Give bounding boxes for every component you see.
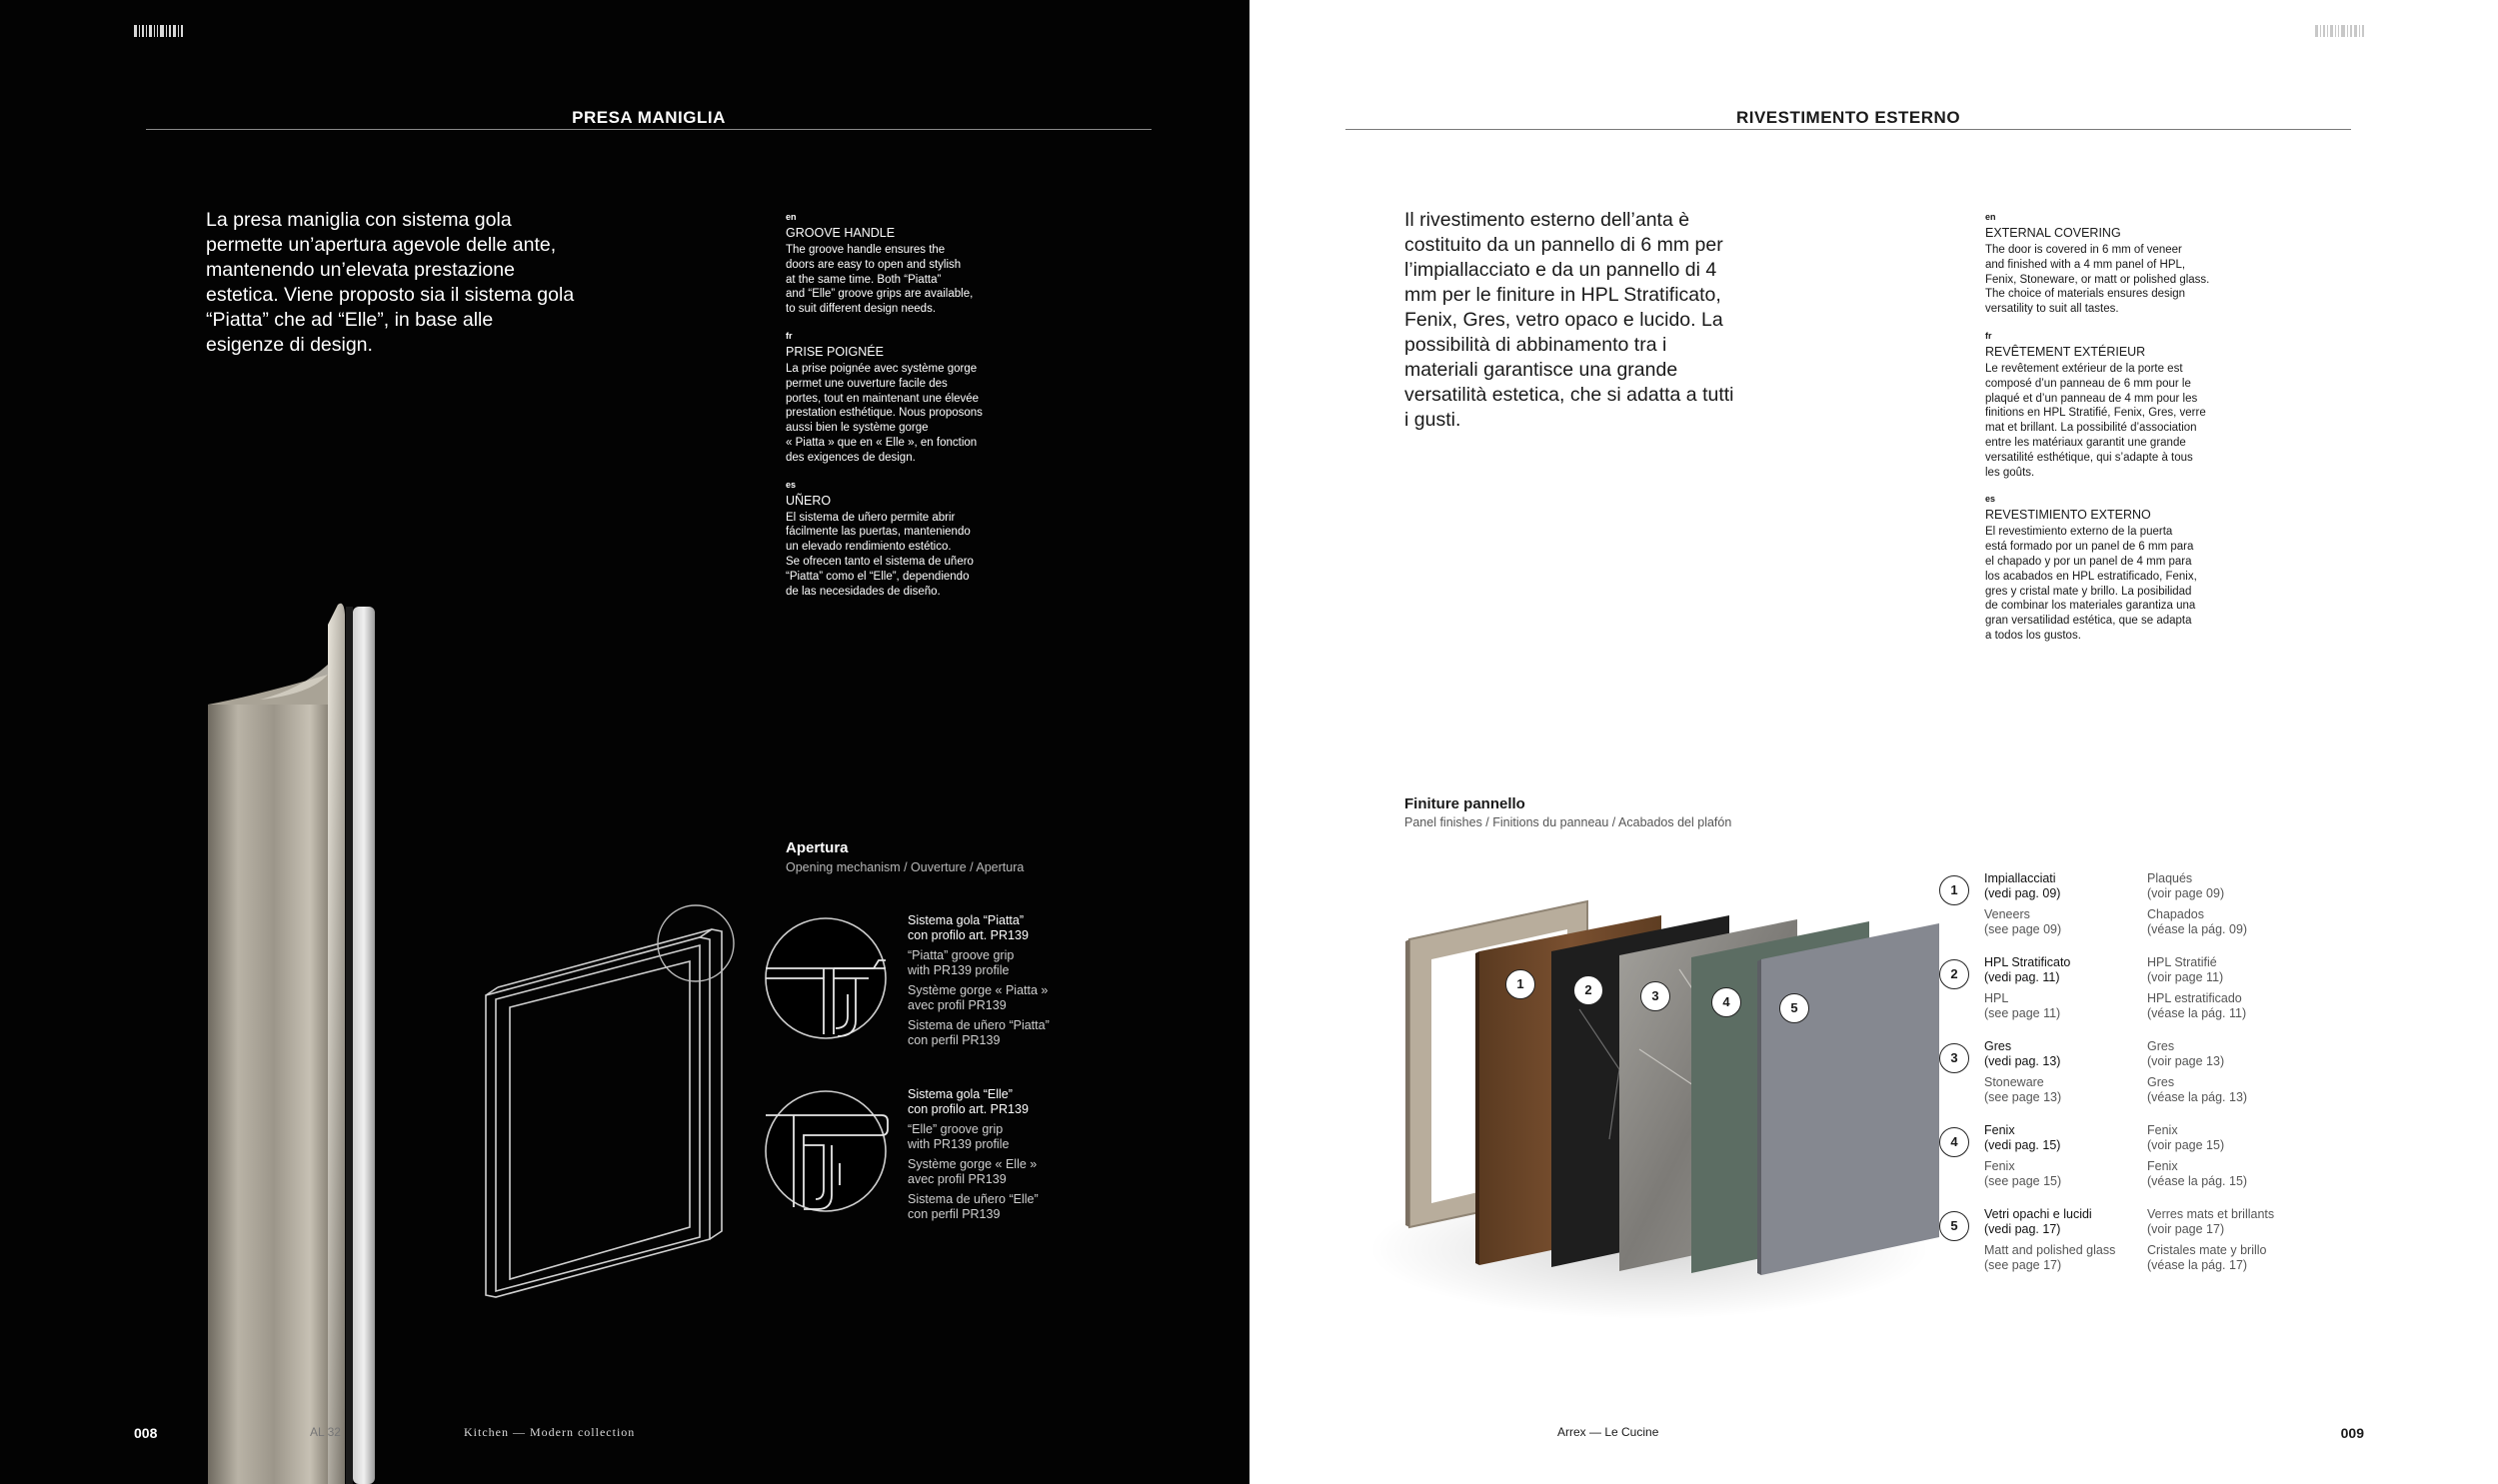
groove-option-title: Sistema gola “Elle” con profilo art. PR139 (908, 1087, 1029, 1116)
finish-number: 2 (1939, 959, 1969, 989)
opening-title: Apertura (786, 839, 849, 856)
language-code: es (1985, 494, 1996, 505)
finishes-subtitle: Panel finishes / Finitions du panneau / Acabados del plafón (1404, 815, 1732, 829)
translations-column (1985, 212, 2225, 658)
groove-option-translation: Système gorge « Elle » avec profil PR139 (908, 1157, 1038, 1186)
language-code: en (1985, 212, 1996, 222)
translation-fr (1985, 331, 2225, 480)
section-title: RIVESTIMENTO ESTERNO (1735, 108, 1961, 127)
groove-option-translation: “Elle” groove grip with PR139 profile (908, 1122, 1010, 1151)
finish-name-es: HPL estratificado (véase la pág. 11) (2147, 991, 2247, 1020)
finish-number: 3 (1939, 1043, 1969, 1073)
right-page (1249, 0, 2498, 1484)
model-name: AL 32 (310, 1425, 341, 1439)
barcode-mark (134, 25, 183, 37)
lead-paragraph: La presa maniglia con sistema gola permette un’apertura agevole delle ante, mantenendo un’elevata prestazione estetica. Viene proposto sia il sistema gola “Piatta” che ad “Elle”, in base alle esigenze di design. (206, 209, 575, 356)
finish-name-fr: Fenix (voir page 15) (2147, 1123, 2225, 1152)
finishes-title: Finiture pannello (1404, 795, 1525, 812)
translation-body: The door is covered in 6 mm of veneer and finished with a 4 mm panel of HPL, Fenix, Stoneware, or matt or polished glass. The choice of materials ensures design versatility to suit all tastes. (1985, 244, 2210, 316)
groove-option-translation: “Piatta” groove grip with PR139 profile (908, 948, 1015, 977)
finish-name-es: Fenix (véase la pág. 15) (2147, 1159, 2248, 1188)
translation-heading: EXTERNAL COVERING (1985, 226, 2121, 240)
panel-glass (1761, 923, 1939, 1275)
barcode-mark (2315, 25, 2364, 37)
translations-column (786, 212, 1026, 613)
panel-marker-1: 1 (1505, 969, 1535, 999)
translation-body: El revestimiento externo de la puerta está formado por un panel de 6 mm para el chapado y por un panel de 4 mm para los acabados en HPL estratificado, Fenix, gres y cristal mate y brillo. La posibilidad de combinar los materiales garantiza una gran versatilidad estética, que se adapta a todos los gustos. (1985, 526, 2197, 642)
panel-marker-5: 5 (1779, 993, 1809, 1023)
groove-option-elle (908, 1087, 1108, 1222)
language-code: fr (786, 330, 793, 341)
translation-fr (786, 331, 1026, 466)
brand-footer: Arrex — Le Cucine (1557, 1425, 1659, 1439)
finish-name-it: Gres (vedi pag. 13) (1984, 1039, 2061, 1068)
finish-name-fr: HPL Stratifié (voir page 11) (2147, 955, 2224, 984)
translation-heading: REVÊTEMENT EXTÉRIEUR (1985, 344, 2146, 359)
page-number: 009 (2340, 1425, 2364, 1441)
finish-name-es: Chapados (véase la pág. 09) (2147, 907, 2248, 936)
translation-es (786, 480, 1026, 600)
title-divider (146, 129, 1152, 130)
page-number: 008 (134, 1425, 158, 1441)
translation-en (786, 212, 1026, 317)
language-code: fr (1985, 330, 1992, 341)
finish-name-en: Matt and polished glass (see page 17) (1984, 1243, 2116, 1272)
finish-number: 1 (1939, 875, 1969, 905)
translation-heading: GROOVE HANDLE (786, 226, 896, 240)
finish-name-fr: Plaqués (voir page 09) (2147, 871, 2225, 900)
translation-body: La prise poignée avec système gorge permet une ouverture facile des portes, tout en maintenant une élevée prestation esthétique. Nous proposons aussi bien le système gorge « Piatta » que en « Elle », en fonction des exigences de design. (786, 362, 983, 464)
translation-heading: UÑERO (786, 493, 832, 508)
finish-name-it: Impiallacciati (vedi pag. 09) (1984, 871, 2061, 900)
translation-heading: PRISE POIGNÉE (786, 344, 884, 359)
panel-marker-4: 4 (1711, 987, 1741, 1017)
translation-body: El sistema de uñero permite abrir fácilmente las puertas, manteniendo un elevado rendimiento estético. Se ofrecen tanto el sistema de uñero “Piatta” como el “Elle”, dependiendo de las necesidades de diseño. (786, 511, 974, 598)
translation-heading: REVESTIMIENTO EXTERNO (1985, 508, 2151, 523)
language-code: es (786, 479, 797, 490)
language-code: en (786, 212, 797, 222)
finish-number: 4 (1939, 1127, 1969, 1157)
groove-option-piatta (908, 913, 1108, 1048)
translation-body: The groove handle ensures the doors are easy to open and stylish at the same time. Both “Piatta” and “Elle” groove grips are available, to suit different design needs. (786, 244, 974, 316)
finish-name-en: Stoneware (see page 13) (1984, 1075, 2062, 1104)
finish-name-fr: Gres (voir page 13) (2147, 1039, 2225, 1068)
title-divider (1345, 129, 2351, 130)
panel-marker-2: 2 (1573, 975, 1603, 1005)
elle-groove-detail-icon (764, 1089, 894, 1219)
finish-name-en: Veneers (see page 09) (1984, 907, 2062, 936)
finish-name-it: Fenix (vedi pag. 15) (1984, 1123, 2061, 1152)
door-frame-diagram (480, 899, 740, 1299)
groove-handle-photo (200, 595, 400, 1484)
translation-en (1985, 212, 2225, 317)
finish-name-en: Fenix (see page 15) (1984, 1159, 2062, 1188)
finish-name-it: Vetri opachi e lucidi (vedi pag. 17) (1984, 1207, 2092, 1236)
groove-option-translation: Sistema de uñero “Piatta” con perfil PR139 (908, 1018, 1050, 1047)
piatta-groove-detail-icon (764, 916, 894, 1046)
section-title: PRESA MANIGLIA (572, 108, 726, 127)
panel-marker-3: 3 (1640, 981, 1670, 1011)
finish-name-es: Cristales mate y brillo (véase la pág. 17) (2147, 1243, 2267, 1272)
panel-finishes-exploded-view (1379, 889, 1939, 1329)
groove-option-translation: Système gorge « Piatta » avec profil PR139 (908, 983, 1049, 1012)
finish-name-fr: Verres mats et brillants (voir page 17) (2147, 1207, 2275, 1236)
groove-option-translation: Sistema de uñero “Elle” con perfil PR139 (908, 1192, 1039, 1221)
translation-body: Le revêtement extérieur de la porte est composé d’un panneau de 6 mm pour le plaqué et d’un panneau de 4 mm pour les finitions en HPL Stratifié, Fenix, Gres, verre mat et brillant. La possibilité d’association entre les matériaux garantit une grande versatilité esthétique, qui s’adapte à tous les goûts. (1985, 362, 2206, 479)
lead-paragraph: Il rivestimento esterno dell’anta è costituito da un pannello di 6 mm per l’impiallacciato e da un pannello di 4 mm per le finiture in HPL Stratificato, Fenix, Gres, vetro opaco e lucido. La possibilità di abbinamento tra i materiali garantisce una grande versatilità estetica, che si adatta a tutti i gusti. (1404, 209, 1734, 431)
collection-name: Kitchen — Modern collection (464, 1425, 636, 1439)
finish-name-es: Gres (véase la pág. 13) (2147, 1075, 2248, 1104)
finish-name-en: HPL (see page 11) (1984, 991, 2061, 1020)
translation-es (1985, 494, 2225, 643)
opening-subtitle: Opening mechanism / Ouverture / Apertura (786, 860, 1025, 874)
groove-option-title: Sistema gola “Piatta” con profilo art. PR139 (908, 913, 1029, 942)
finish-number: 5 (1939, 1211, 1969, 1241)
finish-name-it: HPL Stratificato (vedi pag. 11) (1984, 955, 2071, 984)
